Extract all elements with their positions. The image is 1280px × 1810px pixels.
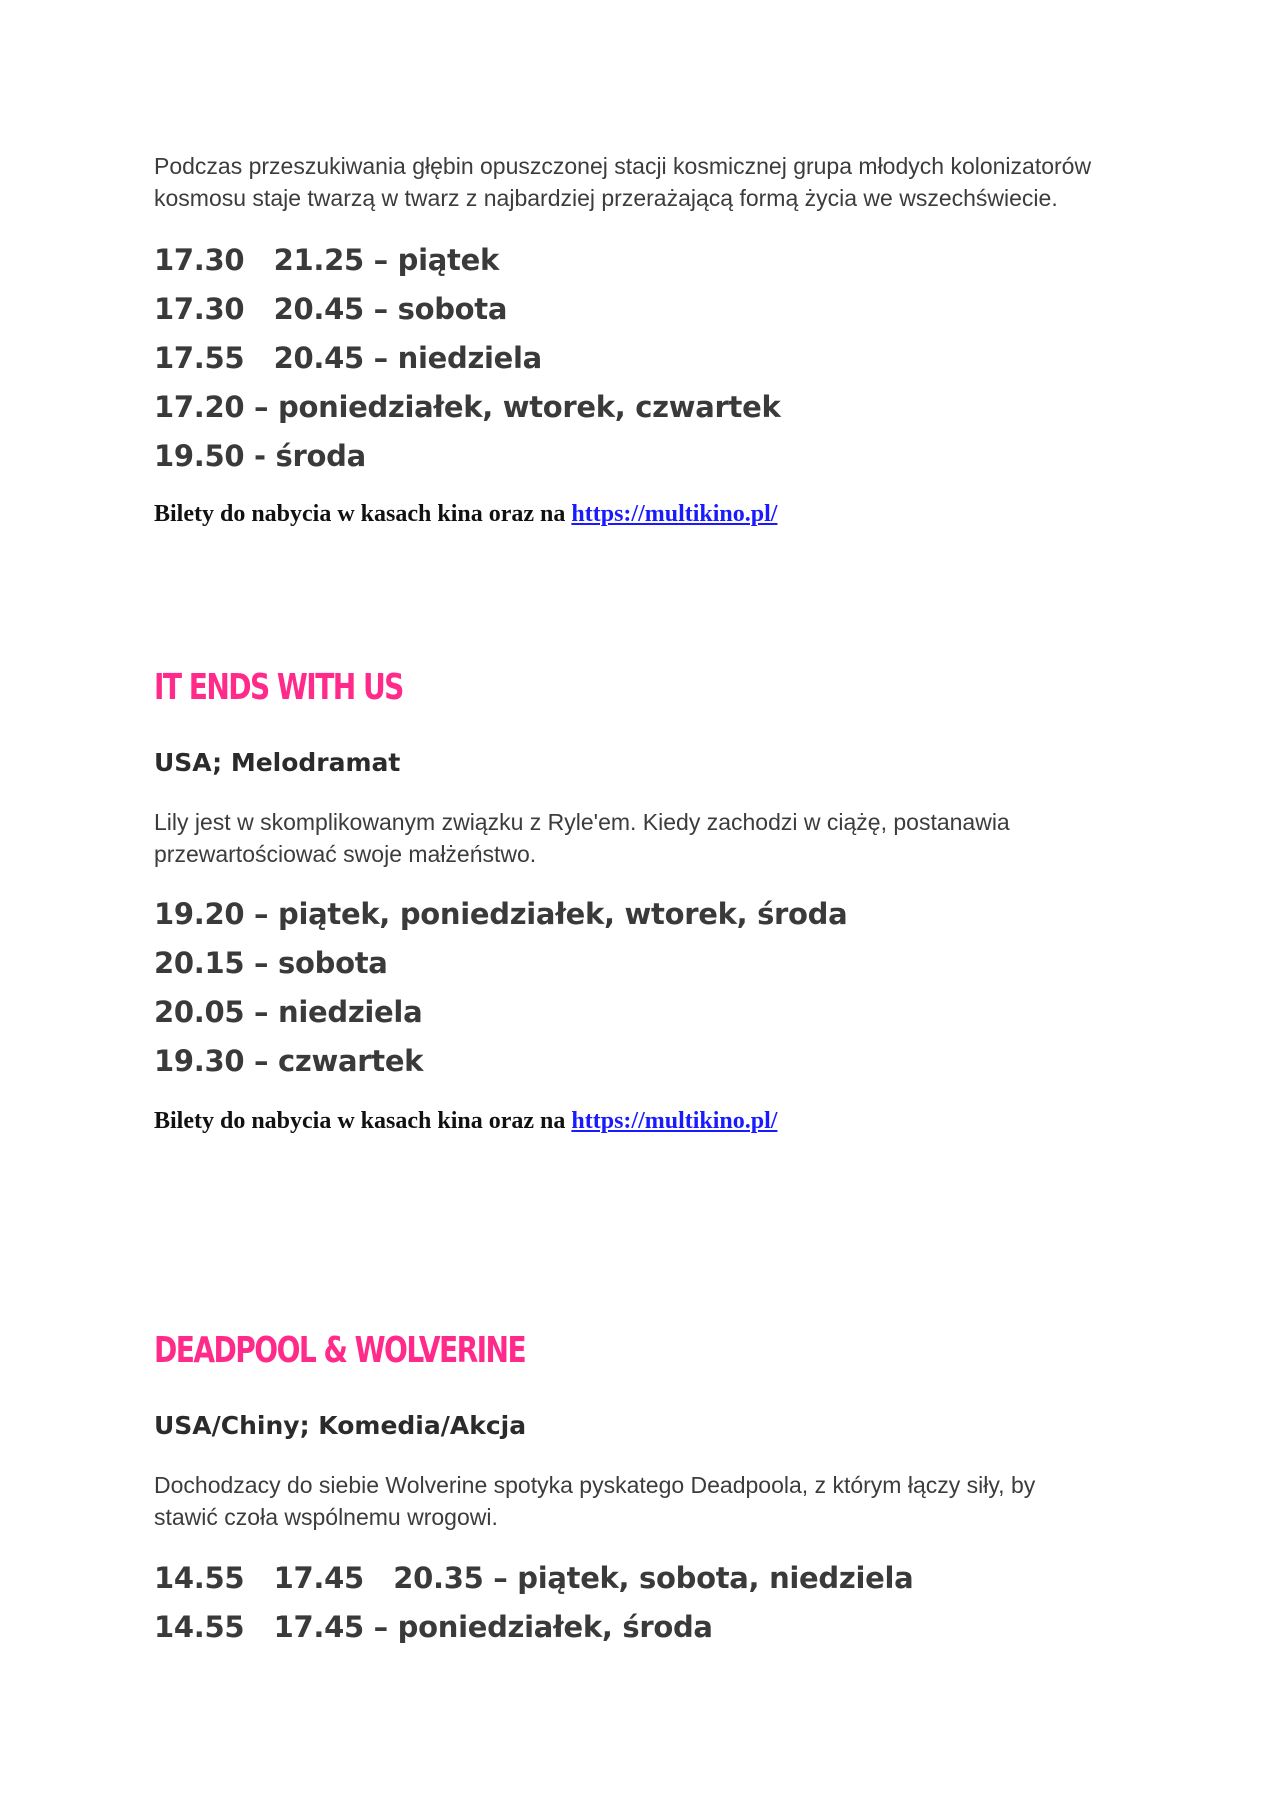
showtime-row: 20.05 – niedziela (154, 995, 423, 1029)
description-line: stawić czoła wspólnemu wrogowi. (154, 1504, 498, 1530)
showtime-row: 14.55 17.45 – poniedziałek, środa (154, 1610, 713, 1644)
showtime-row: 19.30 – czwartek (154, 1044, 424, 1078)
description-line: przewartościować swoje małżeństwo. (154, 841, 537, 867)
description-line: Dochodzacy do siebie Wolverine spotyka pyskatego Deadpoola, z którym łączy siły, by (154, 1472, 1036, 1498)
tickets-text: Bilety do nabycia w kasach kina oraz na (154, 1108, 572, 1134)
showtime-row: 19.50 - środa (154, 439, 366, 473)
movie-1-showtimes (154, 236, 1154, 481)
description-line: Podczas przeszukiwania głębin opuszczonej stacji kosmicznej grupa młodych kolonizatorów (154, 153, 1092, 179)
movie-1-description (154, 150, 1154, 214)
description-line: kosmosu staje twarzą w twarz z najbardziej przerażającą formą życia we wszechświecie. (154, 185, 1058, 211)
movie-3-title: DEADPOOL & WOLVERINE (154, 1330, 526, 1371)
tickets-link[interactable]: https://multikino.pl/ (571, 501, 778, 527)
description-line: Lily jest w skomplikowanym związku z Ryle'em. Kiedy zachodzi w ciążę, postanawia (154, 809, 1010, 835)
movie-3-showtimes (154, 1554, 1154, 1652)
movie-3-genre: USA/Chiny; Komedia/Akcja (154, 1411, 527, 1440)
showtime-row: 17.55 20.45 – niedziela (154, 341, 542, 375)
tickets-link[interactable]: https://multikino.pl/ (571, 1108, 778, 1134)
showtime-row: 20.15 – sobota (154, 946, 388, 980)
movie-2-showtimes (154, 890, 1154, 1086)
tickets-text: Bilety do nabycia w kasach kina oraz na (154, 501, 572, 527)
showtime-row: 19.20 – piątek, poniedziałek, wtorek, środa (154, 897, 848, 931)
movie-3-description (154, 1469, 1154, 1533)
showtime-row: 17.20 – poniedziałek, wtorek, czwartek (154, 390, 781, 424)
movie-2-description (154, 806, 1154, 870)
movie-2-genre: USA; Melodramat (154, 748, 401, 777)
movie-1-tickets (154, 501, 1154, 528)
movie-2-tickets (154, 1108, 1154, 1135)
showtime-row: 17.30 21.25 – piątek (154, 243, 499, 277)
showtime-row: 17.30 20.45 – sobota (154, 292, 508, 326)
movie-2-title: IT ENDS WITH US (154, 667, 403, 708)
showtime-row: 14.55 17.45 20.35 – piątek, sobota, niedziela (154, 1561, 914, 1595)
